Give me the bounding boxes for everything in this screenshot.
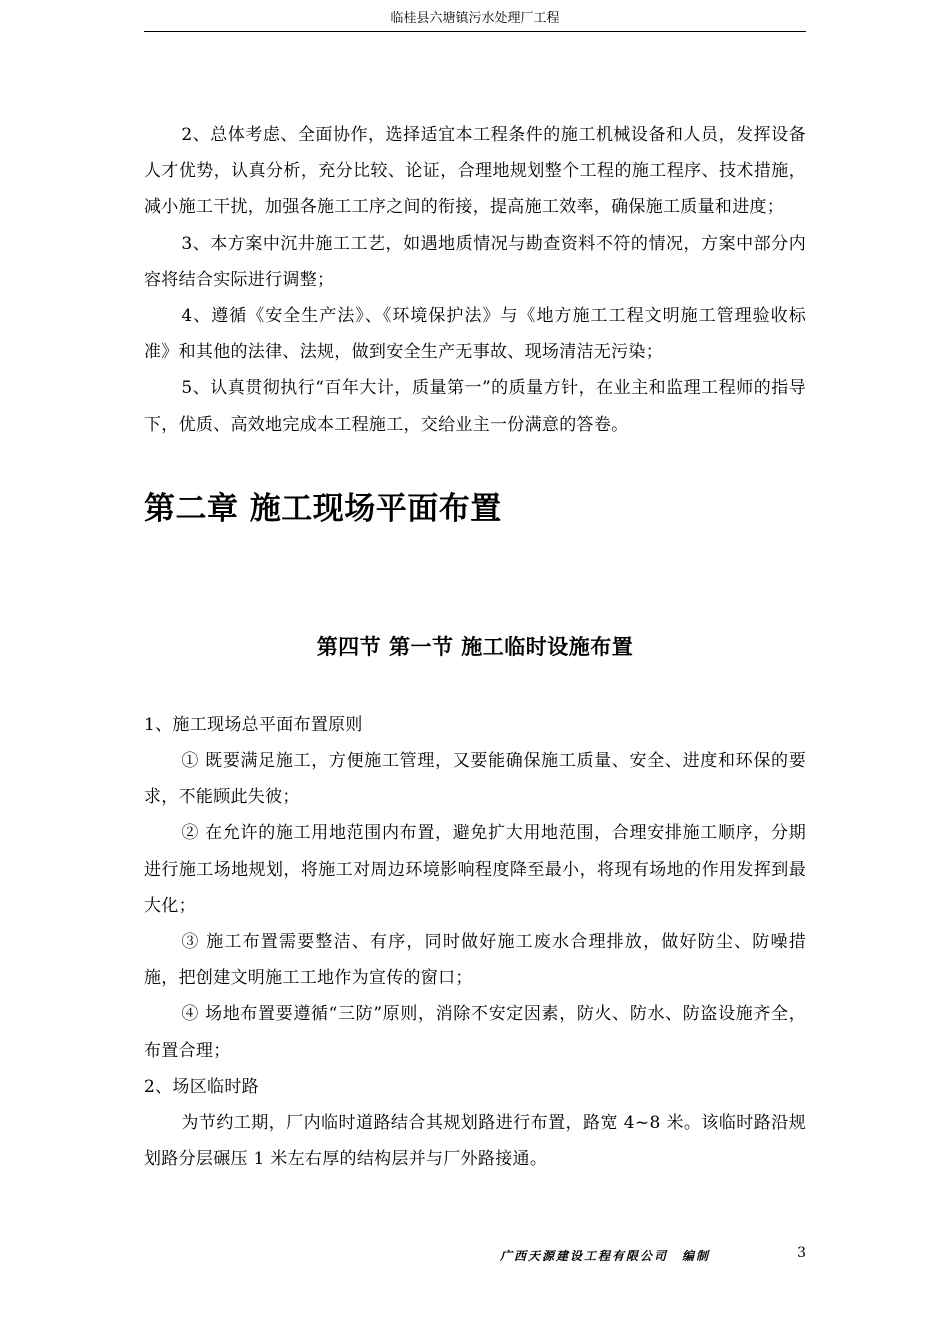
- principle-item-1: ① 既要满足施工，方便施工管理，又要能确保施工质量、安全、进度和环保的要求，不能顾此失彼；: [144, 751, 806, 808]
- paragraph-item-2: 2、总体考虑、全面协作，选择适宜本工程条件的施工机械设备和人员，发挥设备人才优势，认真分析，充分比较、论证，合理地规划整个工程的施工程序、技术措施，减小施工干扰，加强各施工工序之间的衔接，提高施工效率，确保施工质量和进度；: [144, 125, 806, 218]
- paragraph-item-3: 3、本方案中沉井施工工艺，如遇地质情况与勘查资料不符的情况，方案中部分内容将结合实际进行调整；: [144, 233, 806, 290]
- chapter-title: 第二章 施工现场平面布置: [144, 490, 502, 527]
- document-body: [144, 117, 806, 1177]
- principle-item-2: ② 在允许的施工用地范围内布置，避免扩大用地范围，合理安排施工顺序，分期进行施工场地规划，将施工对周边环境影响程度降至最小，将现有场地的作用发挥到最大化；: [144, 823, 806, 916]
- section-title: 第四节 第一节 施工临时设施布置: [316, 634, 634, 659]
- paragraph-item-4: 4、遵循《安全生产法》、《环境保护法》与《地方施工工程文明施工管理验收标准》和其他的法律、法规，做到安全生产无事故、现场清洁无污染；: [144, 306, 806, 363]
- page-number: 3: [797, 1245, 806, 1261]
- header-title: 临桂县六塘镇污水处理厂工程: [390, 11, 560, 26]
- subheading-layout-principles: 1、施工现场总平面布置原则: [144, 714, 363, 735]
- page-header: [144, 0, 806, 32]
- principle-item-4: ④ 场地布置要遵循“三防”原则，消除不安定因素，防火、防水、防盗设施齐全，布置合理；: [144, 1004, 806, 1061]
- footer-company: 广西天源建设工程有限公司 编制: [499, 1249, 710, 1263]
- principle-item-3: ③ 施工布置需要整洁、有序，同时做好施工废水合理排放，做好防尘、防噪措施，把创建文明施工工地作为宣传的窗口；: [144, 932, 806, 989]
- subheading-temporary-road: 2、场区临时路: [144, 1076, 259, 1097]
- page-footer: [144, 1243, 806, 1267]
- paragraph-item-5: 5、认真贯彻执行“百年大计，质量第一”的质量方针，在业主和监理工程师的指导下，优质、高效地完成本工程施工，交给业主一份满意的答卷。: [144, 378, 806, 435]
- road-paragraph: 为节约工期，厂内临时道路结合其规划路进行布置，路宽 4~8 米。该临时路沿规划路分层碾压 1 米左右厚的结构层并与厂外路接通。: [144, 1113, 806, 1170]
- section-spacer: [144, 667, 806, 707]
